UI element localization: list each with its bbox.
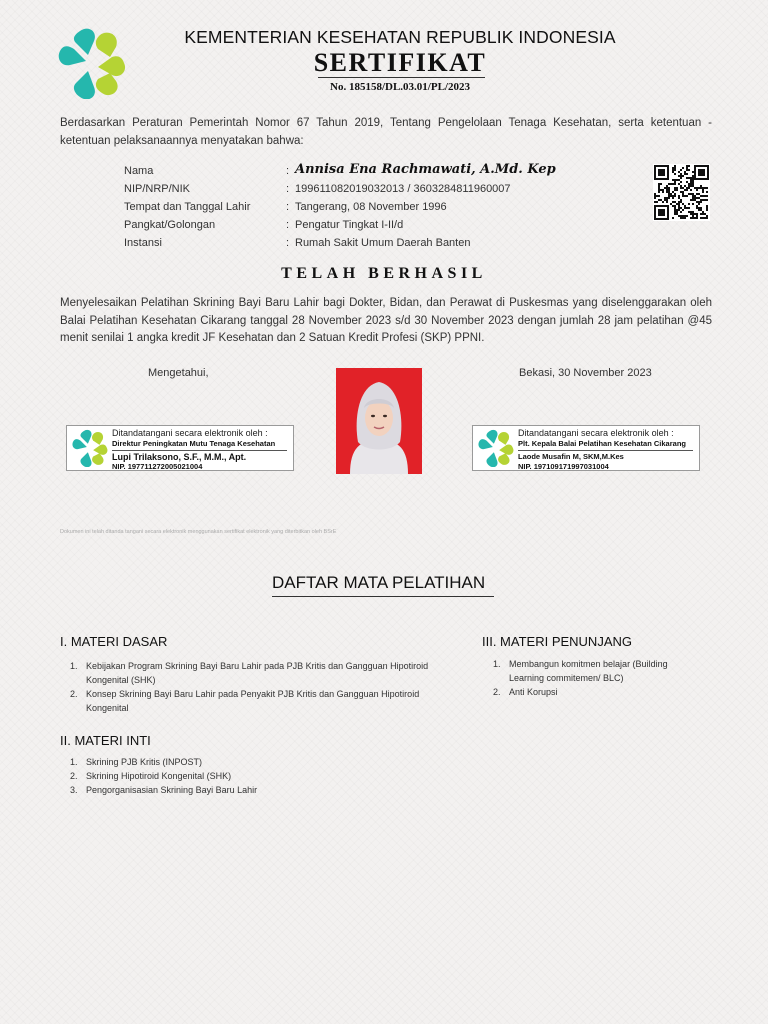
daftar-title: DAFTAR MATA PELATIHAN xyxy=(272,573,486,592)
list-item: 1. Membangun komitmen belajar (Building Learning commitemen/ BLC) xyxy=(493,659,668,683)
place-date: Bekasi, 30 November 2023 xyxy=(519,367,652,379)
pangkat-label: Pangkat/Golongan xyxy=(124,219,216,231)
qr-code xyxy=(653,164,710,221)
name-label: Nama xyxy=(124,165,154,177)
signature-box-right xyxy=(472,425,700,471)
signer-role: Plt. Kepala Balai Pelatihan Kesehatan Cikarang xyxy=(518,439,686,448)
materi-penunjang-list xyxy=(493,657,673,699)
instansi-label: Instansi xyxy=(124,237,162,249)
daftar-underline xyxy=(272,596,494,597)
materi-dasar-list xyxy=(70,659,450,715)
signer-name: Laode Musafin M, SKM,M.Kes xyxy=(518,452,624,461)
name-colon: : xyxy=(286,165,290,177)
ttl-value: Tangerang, 08 November 1996 xyxy=(295,201,447,213)
mengetahui-label: Mengetahui, xyxy=(148,367,209,379)
nip-value: 199611082019032013 / 3603284811960007 xyxy=(295,183,511,195)
list-item: 1. Skrining PJB Kritis (INPOST) xyxy=(70,757,203,767)
ttl-label: Tempat dan Tanggal Lahir xyxy=(124,201,251,213)
list-item: 2. Konsep Skrining Bayi Baru Lahir pada Penyakit PJB Kritis dan Gangguan Hipotiroid Kongenital xyxy=(70,689,420,713)
signature-divider xyxy=(112,450,287,451)
list-item: 1. Kebijakan Program Skrining Bayi Baru Lahir pada PJB Kritis dan Gangguan Hipotiroid Kongenital (SHK) xyxy=(70,661,429,685)
signature-box-left xyxy=(66,425,294,471)
telah-berhasil-heading: TELAH BERHASIL xyxy=(281,265,487,282)
pangkat-value: Pengatur Tingkat I-II/d xyxy=(295,219,404,231)
completion-text: Menyelesaikan Pelatihan Skrining Bayi Baru Lahir bagi Dokter, Bidan, dan Perawat di Puskesmas yang diselenggarakan oleh Balai Pelatihan Kesehatan Cikarang tanggal 28 November 2023 s/d 30 November 2023 dengan jumlah 28 jam pelatihan @45 menit senilai 1 angka kredit JF Kesehatan dan 2 Satuan Kredit Profesi (SKP) PPNI. xyxy=(60,297,712,344)
signer-nip: NIP. 197109171997031004 xyxy=(518,462,609,471)
kemenkes-logo-small xyxy=(477,429,515,467)
intro-text: Berdasarkan Peraturan Pemerintah Nomor 67 Tahun 2019, Tentang Pengelolaan Tenaga Kesehatan, serta ketentuan - ketentuan pelaksanaannya menyatakan bahwa: xyxy=(60,117,712,147)
certificate-number: No. 185158/DL.03.01/PL/2023 xyxy=(330,81,470,93)
signer-role: Direktur Peningkatan Mutu Tenaga Kesehatan xyxy=(112,439,276,448)
pangkat-colon: : xyxy=(286,219,290,231)
signature-heading: Ditandatangani secara elektronik oleh : xyxy=(518,428,674,438)
list-item: 3. Pengorganisasian Skrining Bayi Baru Lahir xyxy=(70,785,258,795)
materi-inti-title: II. MATERI INTI xyxy=(60,733,151,748)
ttl-colon: : xyxy=(286,201,290,213)
kemenkes-logo-small xyxy=(71,429,109,467)
list-item: 2. Anti Korupsi xyxy=(493,687,558,697)
materi-dasar-title: I. MATERI DASAR xyxy=(60,634,168,649)
materi-penunjang-title: III. MATERI PENUNJANG xyxy=(482,634,632,649)
materi-inti-list xyxy=(70,755,450,797)
esign-disclaimer: Dokumen ini telah ditanda tangani secara elektronik menggunakan sertifikat elektronik yang diterbitkan oleh BSrE xyxy=(60,529,337,535)
participant-name: Annisa Ena Rachmawati, A.Md. Kep xyxy=(295,162,556,177)
ministry-name: KEMENTERIAN KESEHATAN REPUBLIK INDONESIA xyxy=(184,27,616,47)
participant-photo xyxy=(336,368,422,474)
instansi-colon: : xyxy=(286,237,290,249)
list-item: 2. Skrining Hipotiroid Kongenital (SHK) xyxy=(70,771,232,781)
nip-colon: : xyxy=(286,183,290,195)
nip-label: NIP/NRP/NIK xyxy=(124,183,191,195)
signature-divider xyxy=(518,450,693,451)
signer-nip: NIP. 197711272005021004 xyxy=(112,462,203,471)
instansi-value: Rumah Sakit Umum Daerah Banten xyxy=(295,237,471,249)
signer-name: Lupi Trilaksono, S.F., M.M., Apt. xyxy=(112,452,247,462)
signature-heading: Ditandatangani secara elektronik oleh : xyxy=(112,428,268,438)
title-underline xyxy=(318,77,485,78)
certificate-title: SERTIFIKAT xyxy=(313,48,487,77)
